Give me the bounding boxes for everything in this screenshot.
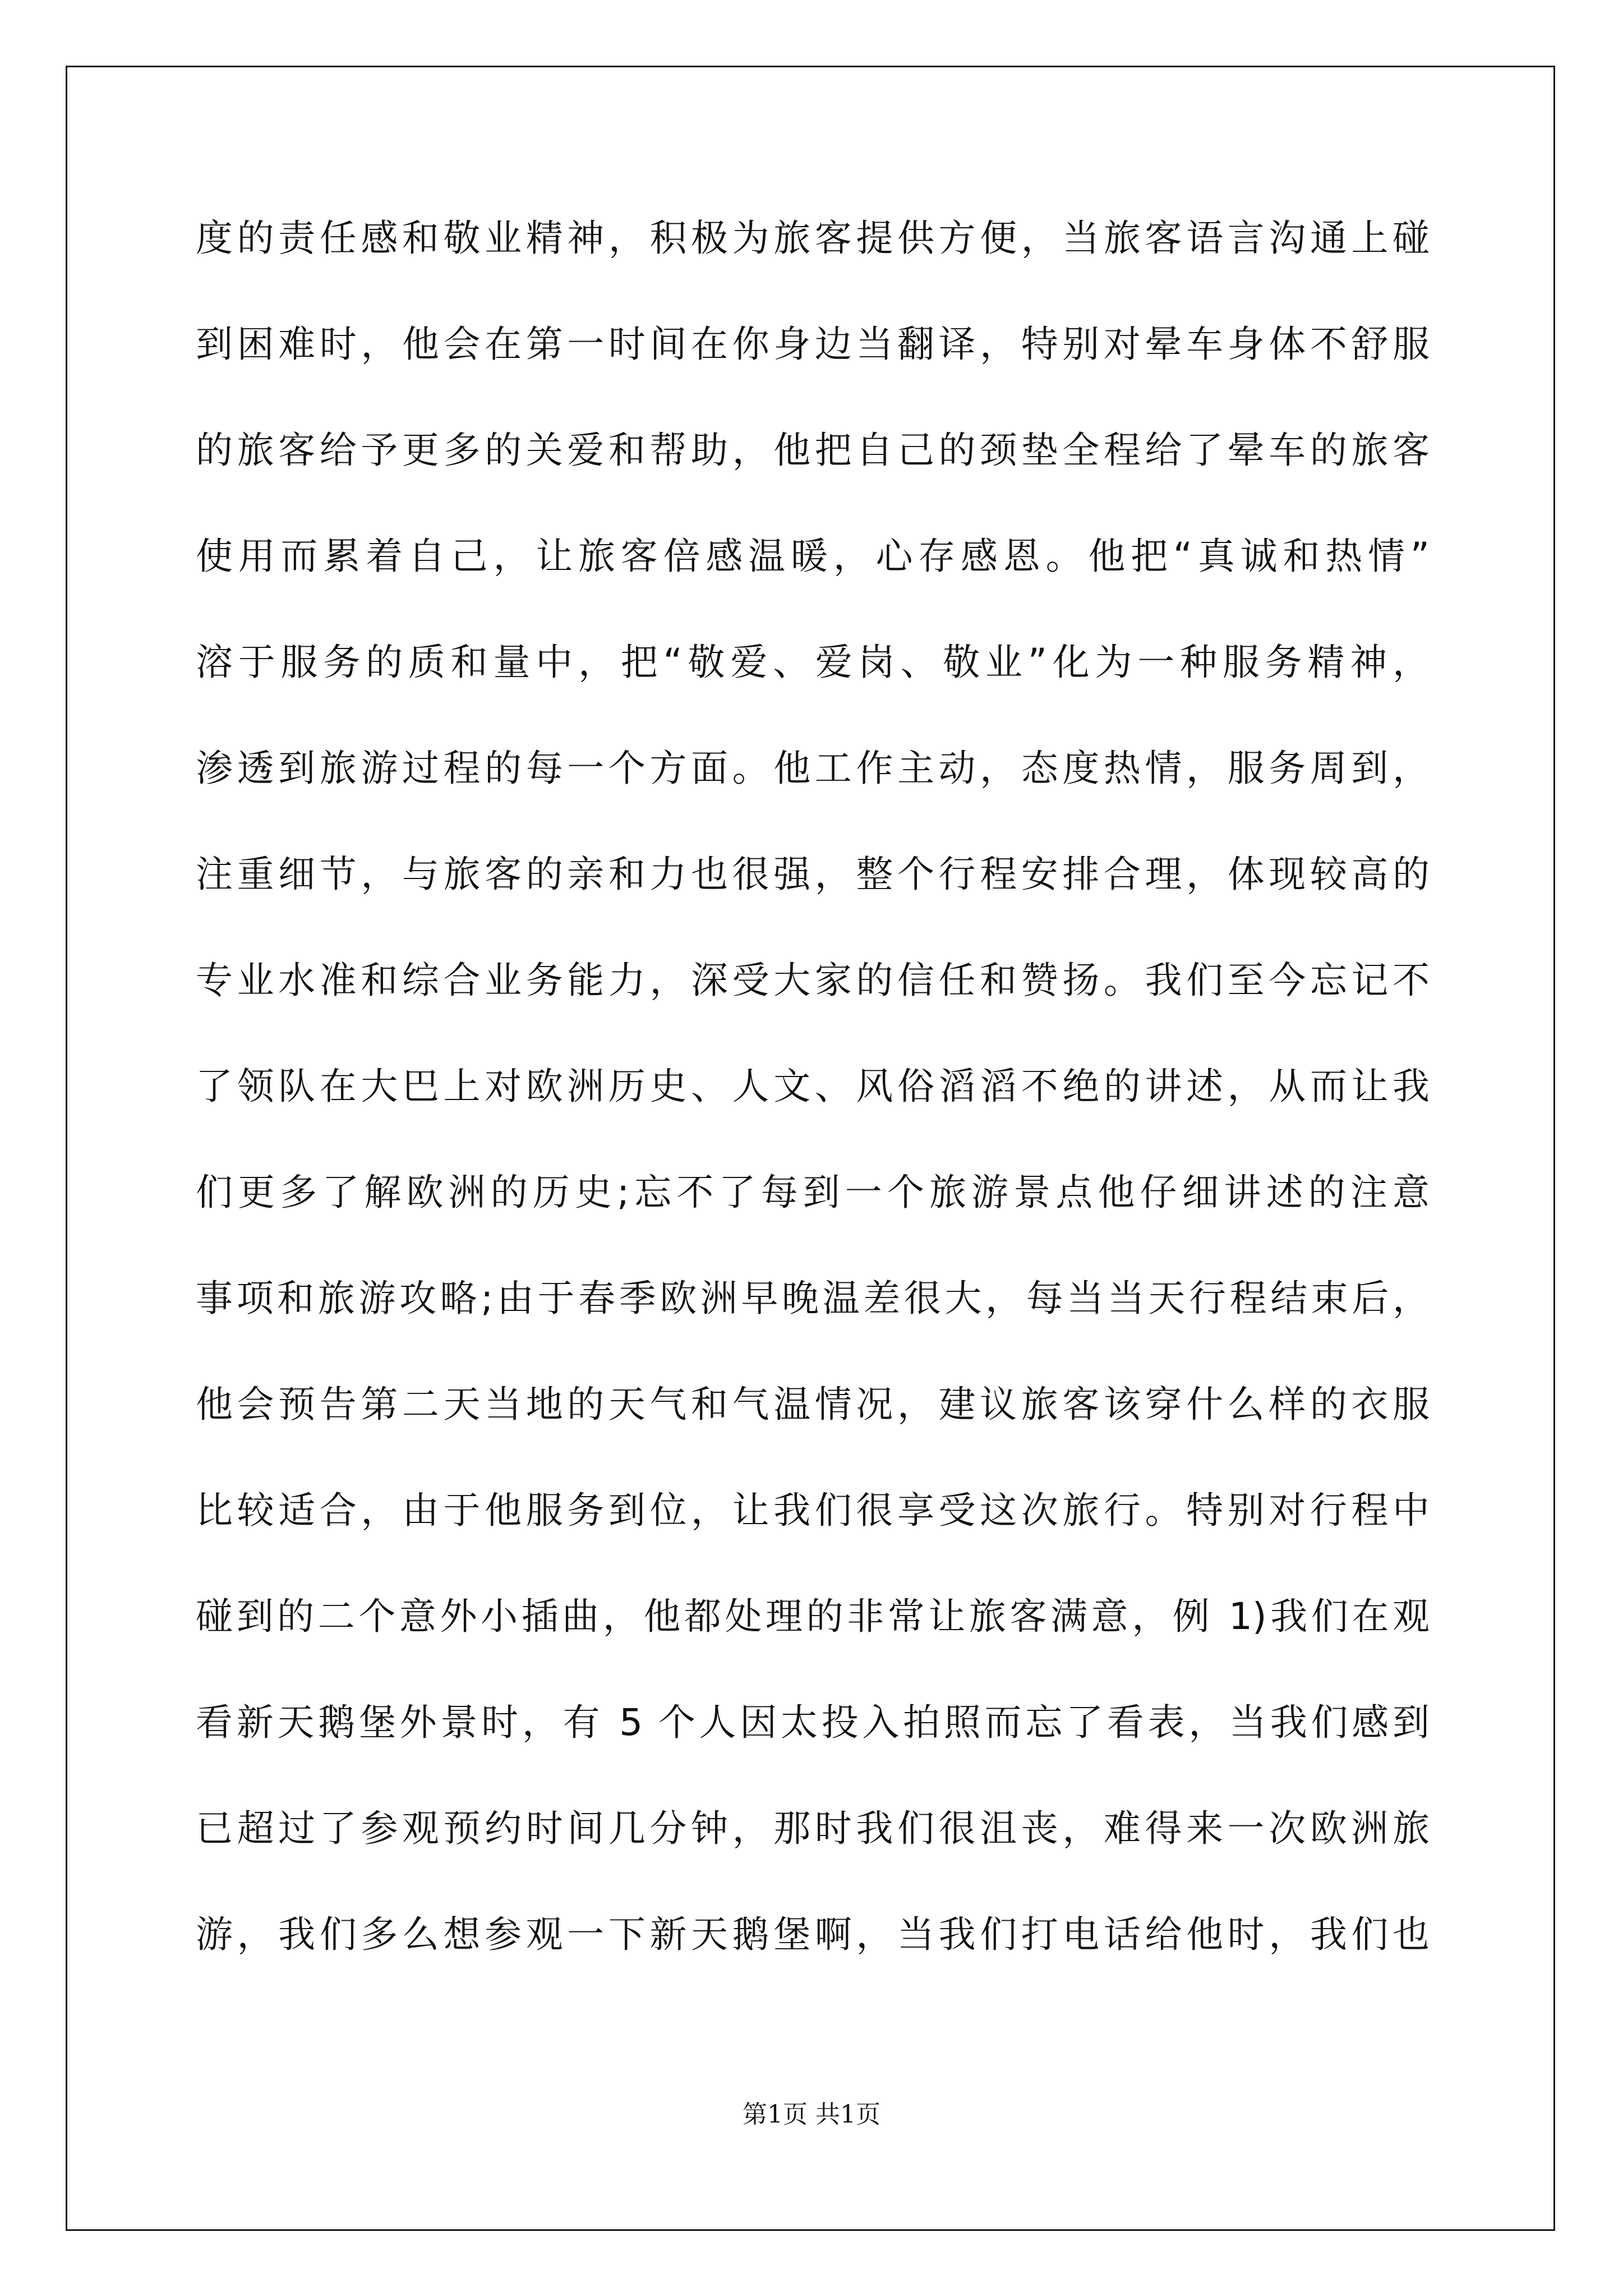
text-line: 渗透到旅游过程的每一个方面。他工作主动，态度热情，服务周到， bbox=[196, 747, 1430, 790]
text-line: 已超过了参观预约时间几分钟，那时我们很沮丧，难得来一次欧洲旅 bbox=[196, 1807, 1430, 1850]
text-line: 们更多了解欧洲的历史;忘不了每到一个旅游景点他仔细讲述的注意 bbox=[196, 1171, 1430, 1214]
text-line: 到困难时，他会在第一时间在你身边当翻译，特别对晕车身体不舒服 bbox=[196, 323, 1430, 366]
page-footer: 第1页 共1页 bbox=[743, 2100, 880, 2129]
text-line: 度的责任感和敬业精神，积极为旅客提供方便，当旅客语言沟通上碰 bbox=[196, 217, 1430, 260]
text-line: 使用而累着自己，让旅客倍感温暖，心存感恩。他把“真诚和热情” bbox=[196, 535, 1430, 578]
text-line: 碰到的二个意外小插曲，他都处理的非常让旅客满意，例 1)我们在观 bbox=[196, 1595, 1430, 1638]
body-text bbox=[196, 206, 1430, 2009]
text-line: 了领队在大巴上对欧洲历史、人文、风俗滔滔不绝的讲述，从而让我 bbox=[196, 1065, 1430, 1108]
text-line: 他会预告第二天当地的天气和气温情况，建议旅客该穿什么样的衣服 bbox=[196, 1383, 1430, 1426]
text-line: 看新天鹅堡外景时，有 5 个人因太投入拍照而忘了看表，当我们感到 bbox=[196, 1701, 1430, 1744]
text-line: 比较适合，由于他服务到位，让我们很享受这次旅行。特别对行程中 bbox=[196, 1489, 1430, 1532]
text-line: 溶于服务的质和量中，把“敬爱、爱岗、敬业”化为一种服务精神， bbox=[196, 641, 1430, 684]
text-line: 的旅客给予更多的关爱和帮助，他把自己的颈垫全程给了晕车的旅客 bbox=[196, 429, 1430, 472]
text-line: 注重细节，与旅客的亲和力也很强，整个行程安排合理，体现较高的 bbox=[196, 853, 1430, 896]
text-line: 事项和旅游攻略;由于春季欧洲早晚温差很大，每当当天行程结束后， bbox=[196, 1277, 1430, 1320]
text-line: 专业水准和综合业务能力，深受大家的信任和赞扬。我们至今忘记不 bbox=[196, 959, 1430, 1002]
text-line: 游，我们多么想参观一下新天鹅堡啊，当我们打电话给他时，我们也 bbox=[196, 1913, 1430, 1956]
